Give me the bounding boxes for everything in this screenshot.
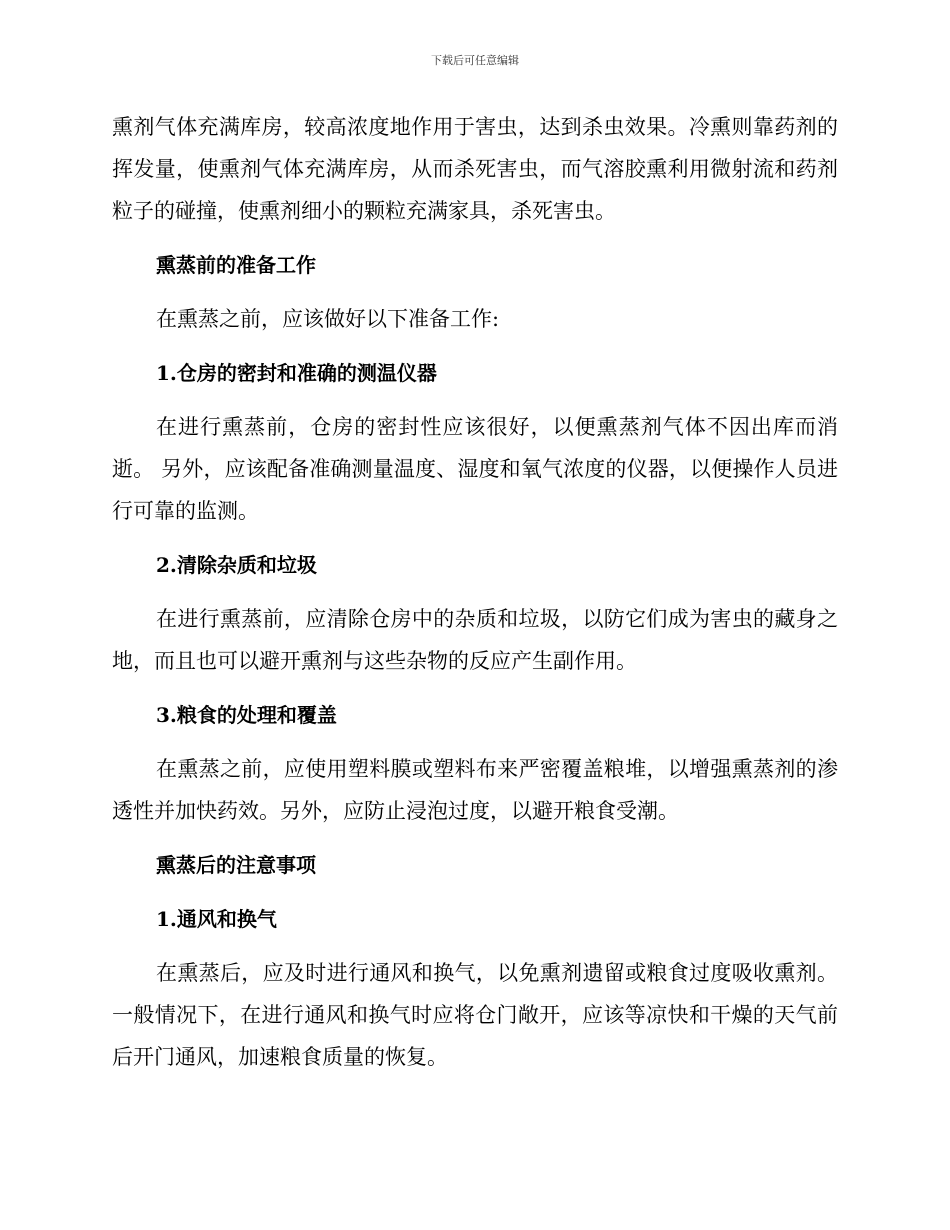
paragraph-grain-covering: 在熏蒸之前，应使用塑料膜或塑料布来严密覆盖粮堆，以增强熏蒸剂的渗透性并加快药效。另外，应防止浸泡过度，以避开粮食受潮。 (112, 757, 838, 823)
heading-sealing: 1.仓房的密封和准确的测温仪器 (156, 361, 437, 385)
paragraph-sealing: 在进行熏蒸前，仓房的密封性应该很好，以便熏蒸剂气体不因出库而消逝。 另外，应该配备准确测量温度、湿度和氧气浓度的仪器，以便操作人员进行可靠的监测。 (112, 415, 838, 523)
paragraph-preparation-intro: 在熏蒸之前，应该做好以下准备工作: (156, 307, 500, 331)
heading-preparation: 熏蒸前的准备工作 (156, 253, 316, 277)
paragraph-cleaning: 在进行熏蒸前，应清除仓房中的杂质和垃圾，以防它们成为害虫的藏身之地，而且也可以避开熏剂与这些杂物的反应产生副作用。 (112, 607, 838, 673)
heading-cleaning: 2.清除杂质和垃圾 (156, 553, 317, 577)
page-header: 下载后可任意编辑 (431, 54, 519, 67)
document-body (112, 106, 838, 1078)
heading-grain-covering: 3.粮食的处理和覆盖 (156, 703, 337, 727)
heading-after-fumigation: 熏蒸后的注意事项 (156, 853, 316, 877)
paragraph-intro: 熏剂气体充满库房，较高浓度地作用于害虫，达到杀虫效果。冷熏则靠药剂的挥发量，使熏剂气体充满库房，从而杀死害虫，而气溶胶熏利用微射流和药剂粒子的碰撞，使熏剂细小的颗粒充满家具，杀死害虫。 (112, 115, 838, 223)
paragraph-ventilation: 在熏蒸后，应及时进行通风和换气，以免熏剂遗留或粮食过度吸收熏剂。一般情况下，在进行通风和换气时应将仓门敞开，应该等凉快和干燥的天气前后开门通风，加速粮食质量的恢复。 (112, 961, 838, 1069)
heading-ventilation: 1.通风和换气 (156, 907, 277, 931)
